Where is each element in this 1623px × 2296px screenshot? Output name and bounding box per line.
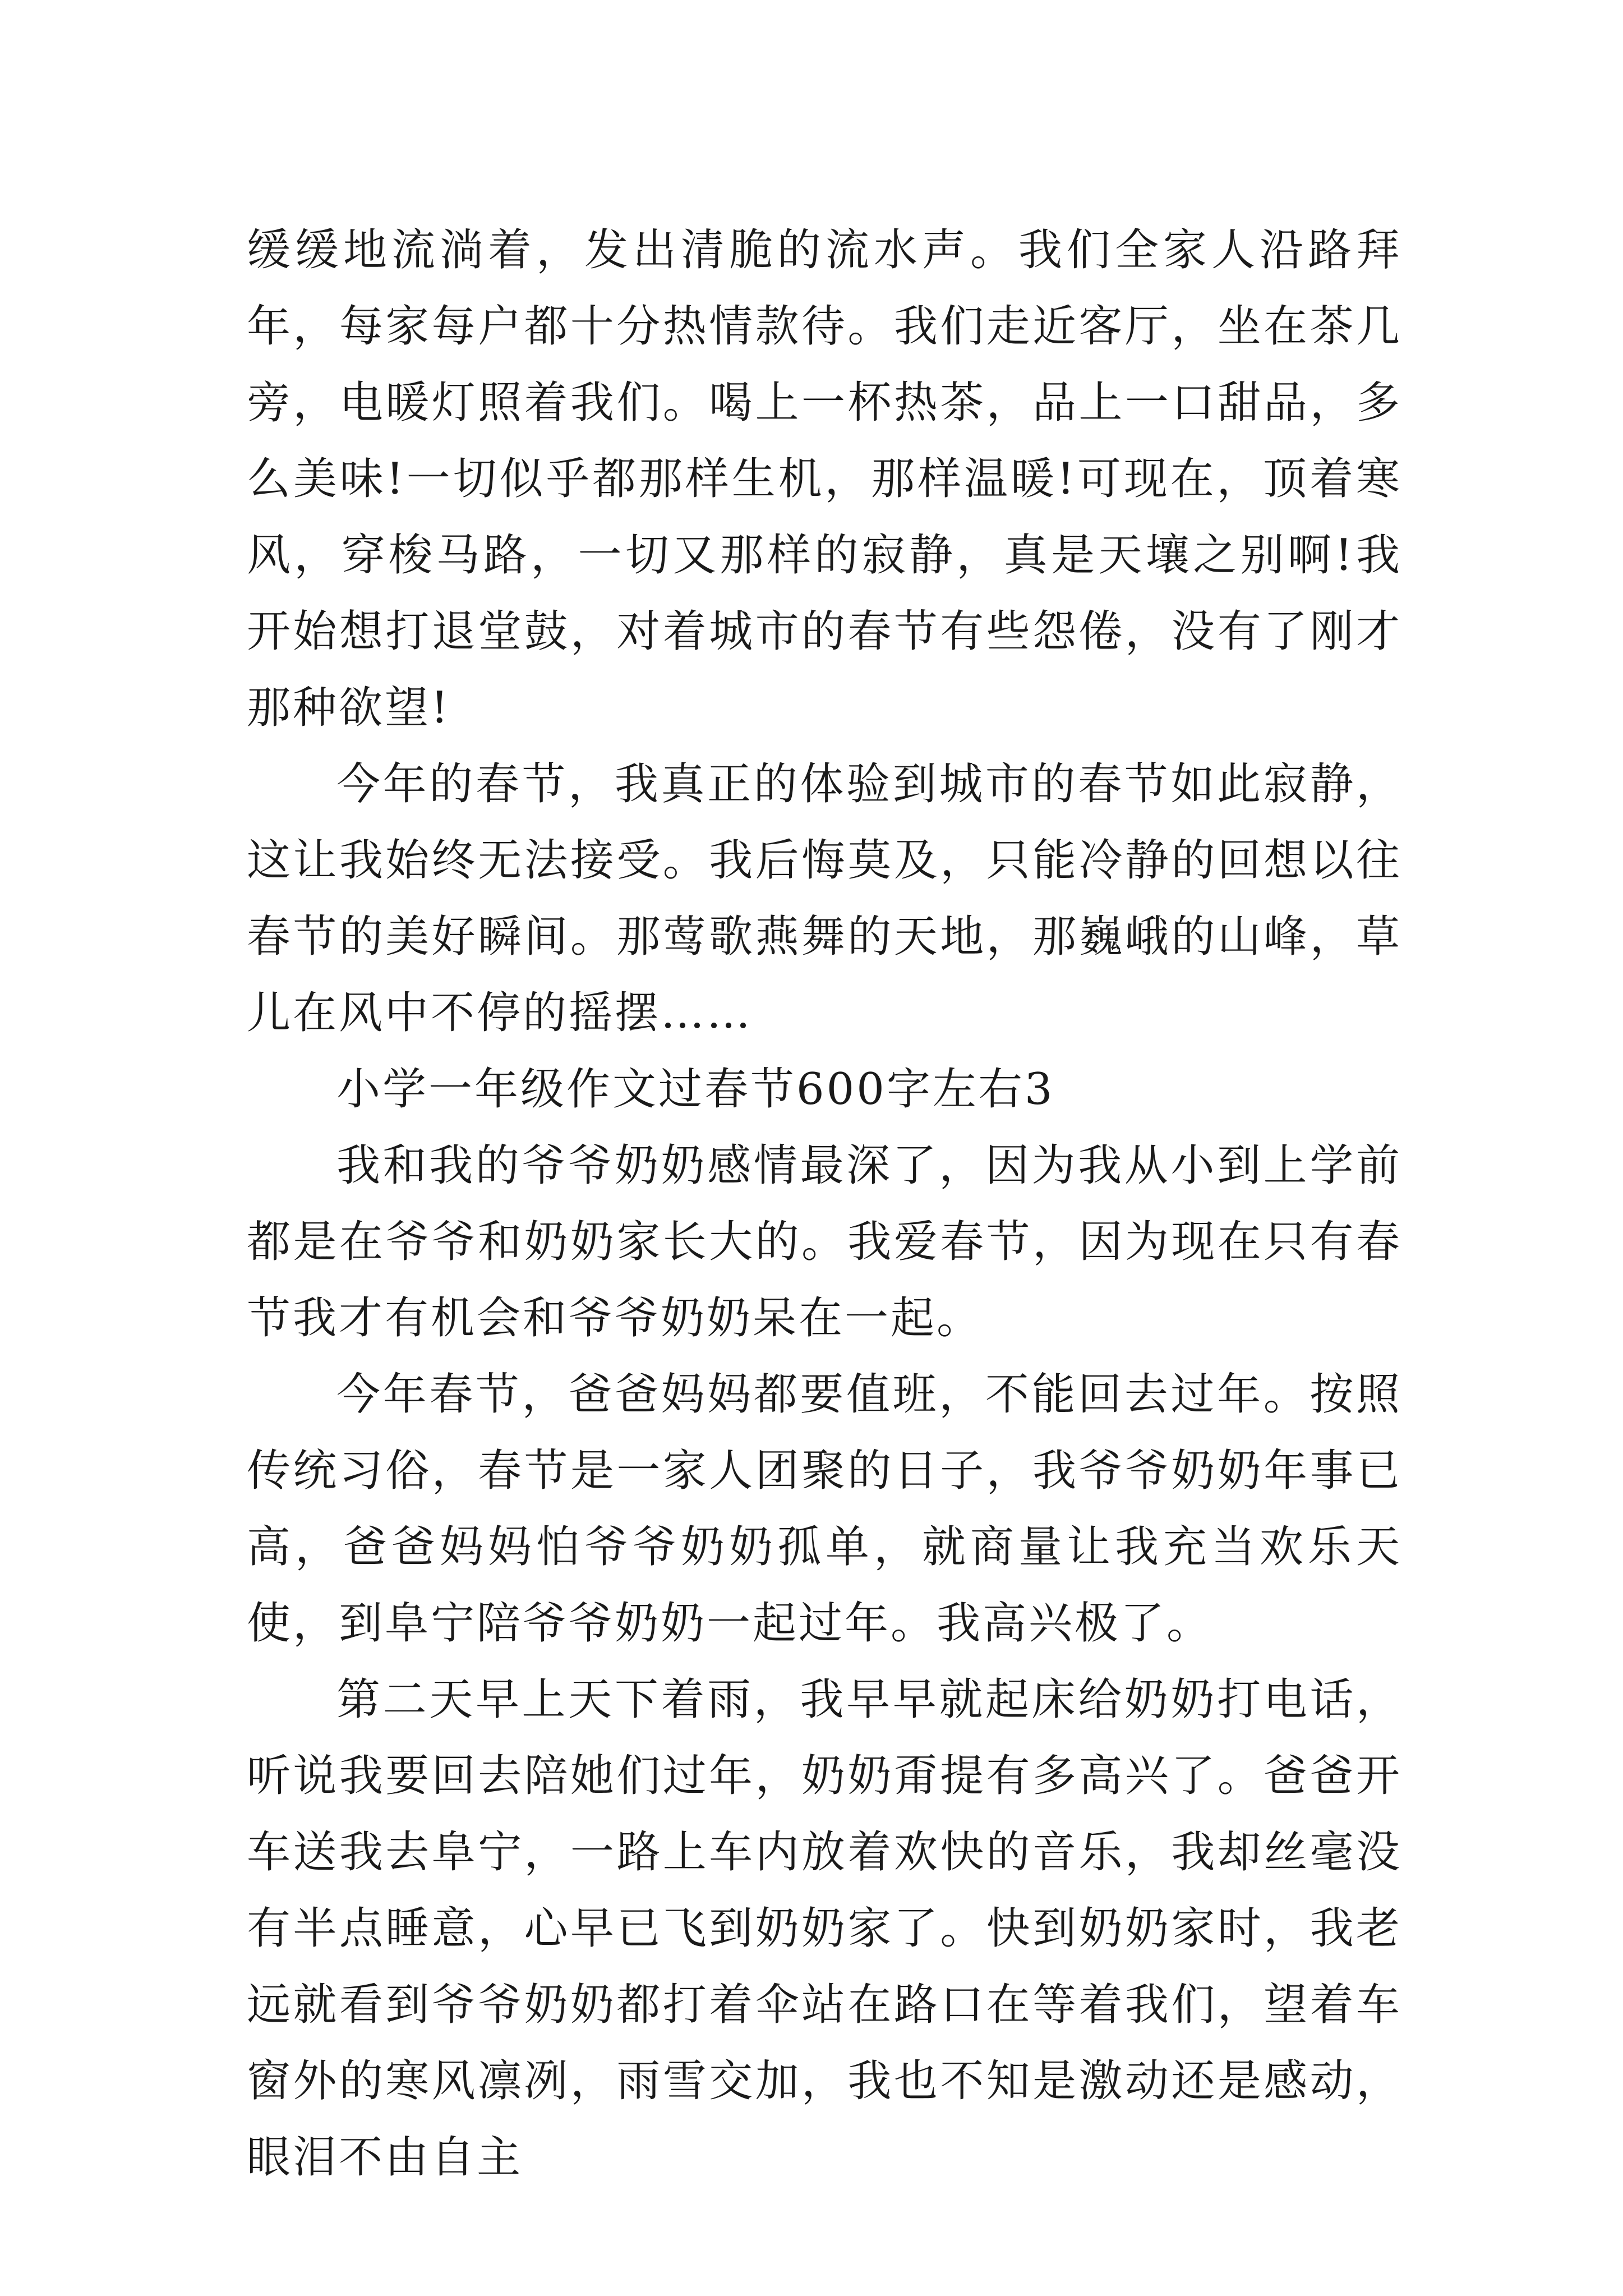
paragraph: 缓缓地流淌着，发出清脆的流水声。我们全家人沿路拜年，每家每户都十分热情款待。我们走近客厅，坐在茶几旁，电暖灯照着我们。喝上一杯热茶，品上一口甜品，多么美味!一切似乎都那样生机，那样温暖!可现在，顶着寒风，穿梭马路，一切又那样的寂静，真是天壤之别啊!我开始想打退堂鼓，对着城市的春节有些怨倦，没有了刚才那种欲望! bbox=[247, 225, 1402, 733]
document-body bbox=[247, 212, 1402, 2196]
paragraph: 我和我的爷爷奶奶感情最深了，因为我从小到上学前都是在爷爷和奶奶家长大的。我爱春节，因为现在只有春节我才有机会和爷爷奶奶呆在一起。 bbox=[247, 1140, 1402, 1343]
section-title: 小学一年级作文过春节600字左右3 bbox=[336, 1064, 1055, 1115]
paragraph: 今年的春节，我真正的体验到城市的春节如此寂静，这让我始终无法接受。我后悔莫及，只能冷静的回想以往春节的美好瞬间。那莺歌燕舞的天地，那巍峨的山峰，草儿在风中不停的摇摆…… bbox=[247, 759, 1402, 1038]
paragraph: 第二天早上天下着雨，我早早就起床给奶奶打电话，听说我要回去陪她们过年，奶奶甭提有多高兴了。爸爸开车送我去阜宁，一路上车内放着欢快的音乐，我却丝毫没有半点睡意，心早已飞到奶奶家了。快到奶奶家时，我老远就看到爷爷奶奶都打着伞站在路口在等着我们，望着车窗外的寒风凛冽，雨雪交加，我也不知是激动还是感动，眼泪不由自主 bbox=[247, 1674, 1402, 2183]
paragraph: 今年春节，爸爸妈妈都要值班，不能回去过年。按照传统习俗，春节是一家人团聚的日子，我爷爷奶奶年事已高，爸爸妈妈怕爷爷奶奶孤单，就商量让我充当欢乐天使，到阜宁陪爷爷奶奶一起过年。我高兴极了。 bbox=[247, 1369, 1402, 1649]
